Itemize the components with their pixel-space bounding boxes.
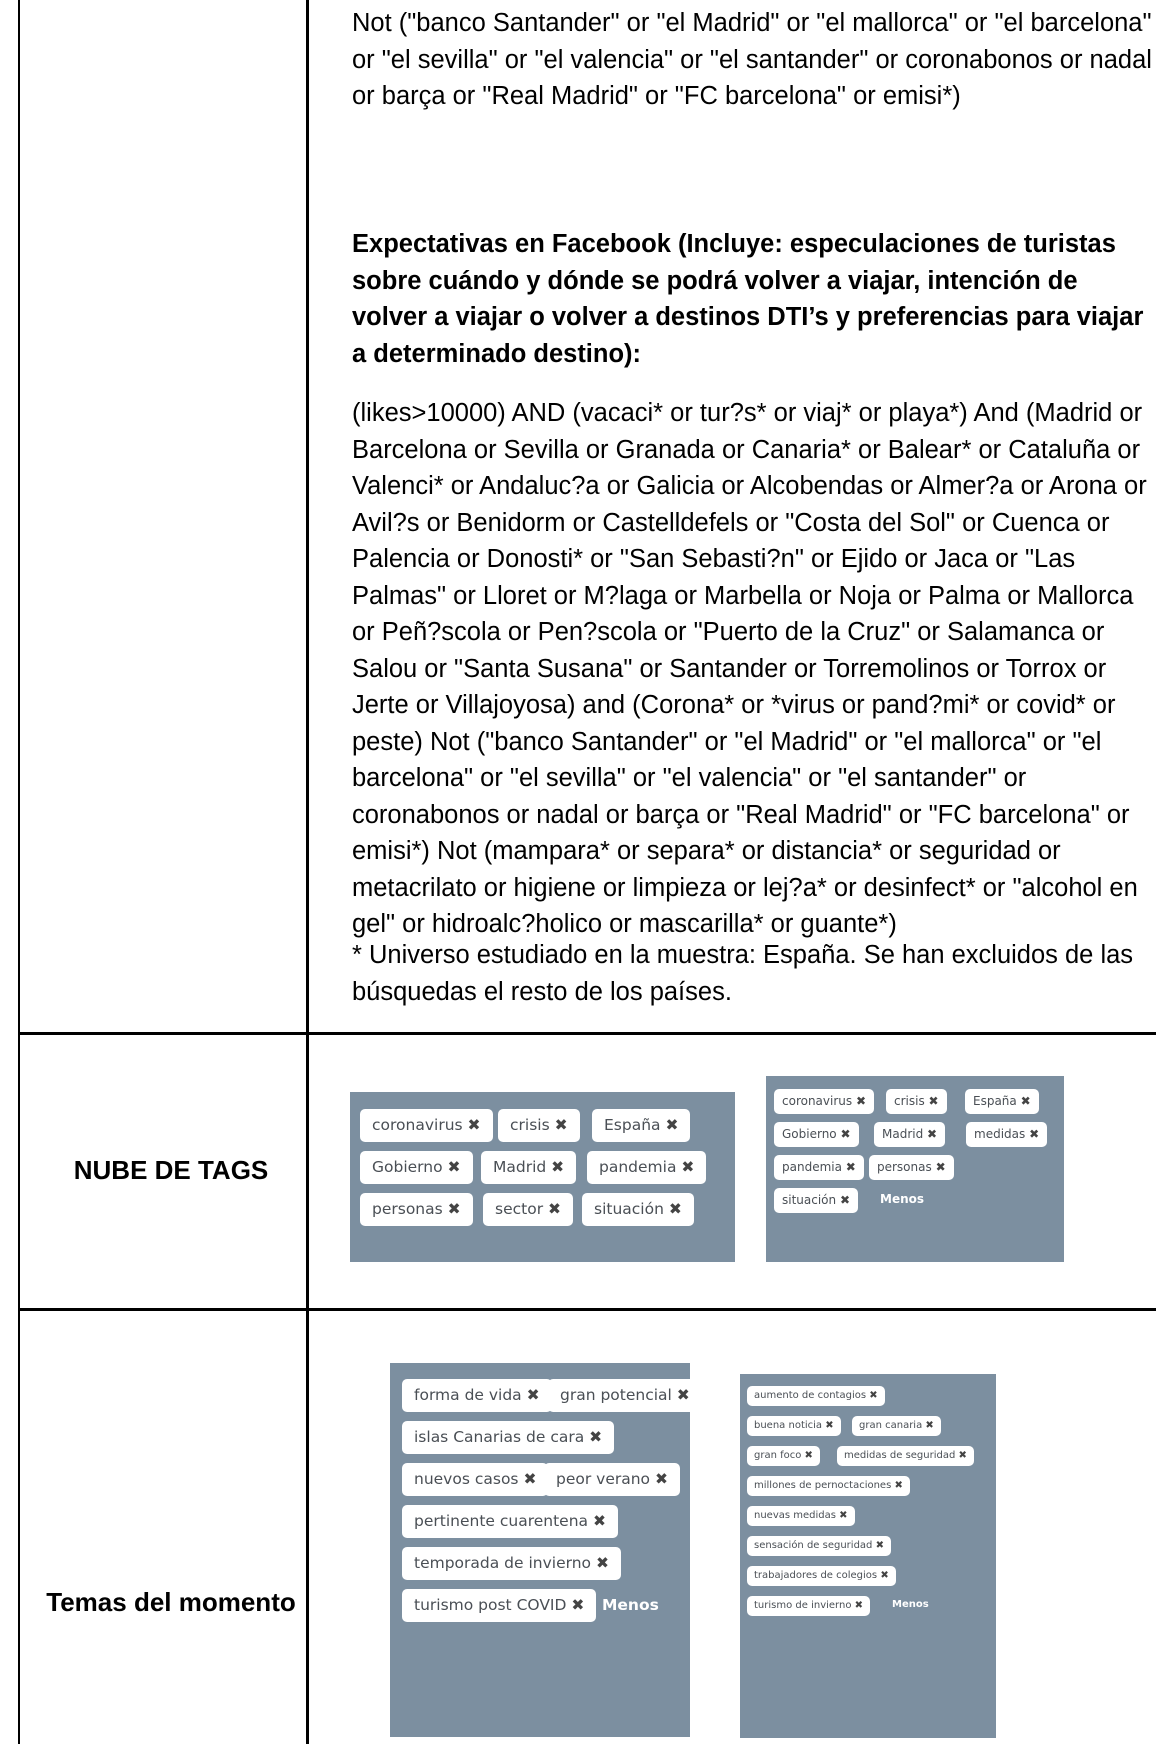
tag-chip[interactable]: Madrid ✖ — [874, 1122, 945, 1147]
tag-chip[interactable]: coronavirus ✖ — [774, 1089, 874, 1114]
close-icon[interactable]: ✖ — [839, 1193, 851, 1207]
tag-chip[interactable]: forma de vida ✖ — [402, 1379, 552, 1412]
tag-chip[interactable]: pertinente cuarentena ✖ — [402, 1505, 618, 1538]
close-icon[interactable]: ✖ — [467, 1116, 481, 1134]
close-icon[interactable]: ✖ — [676, 1386, 690, 1404]
menos-link[interactable]: Menos — [880, 1192, 925, 1206]
close-icon[interactable]: ✖ — [845, 1160, 856, 1174]
tag-chip[interactable]: situación ✖ — [582, 1193, 694, 1226]
tag-chip[interactable]: España ✖ — [965, 1089, 1039, 1114]
tag-chip[interactable]: trabajadores de colegios ✖ — [747, 1566, 896, 1586]
tag-chip[interactable]: gran potencial ✖ — [548, 1379, 702, 1412]
close-icon[interactable]: ✖ — [927, 1127, 938, 1141]
tag-chip[interactable]: Madrid ✖ — [481, 1151, 576, 1184]
tag-chip[interactable]: pandemia ✖ — [587, 1151, 706, 1184]
close-icon[interactable]: ✖ — [935, 1160, 946, 1174]
tag-chip[interactable]: gran canaria ✖ — [852, 1416, 941, 1436]
close-icon[interactable]: ✖ — [526, 1386, 540, 1404]
close-icon[interactable]: ✖ — [928, 1094, 939, 1108]
tag-chip[interactable]: Gobierno ✖ — [774, 1122, 859, 1147]
trending-topics-panel-1 — [390, 1363, 690, 1737]
close-icon[interactable]: ✖ — [592, 1512, 606, 1530]
table-column-divider — [306, 0, 309, 1744]
facebook-query: (likes>10000) AND (vacaci* or tur?s* or viaj* or playa*) And (Madrid or Barcelona or Sevilla or Granada or Canaria* or Balear* or Cataluña or Valenci* or Andaluc?a or Galicia or Alcobendas or Almer?a or Arona or Avil?s or Benidorm or Castelldefels or "Costa del Sol" or Cuenca or Palencia or Donosti* or "San Sebasti?n" or Ejido or Jaca or "Las Palmas" or Lloret or M?laga or Marbella or Noja or Palma or Mallorca or Peñ?scola or Pen?scola or "Puerto de la Cruz" or Salamanca or Salou or "Santa Susana" or Santander or Torremolinos or Torrox or Jerte or Villajoyosa) and (Corona* or *virus or pand?mi* or covid* or peste) Not ("banco Santander" or "el Madrid" or "el mallorca" or "el barcelona" or "el sevilla" or "el valencia" or "el santander" or coronabonos or nadal or barça or "Real Madrid" or "FC barcelona" or emisi*) Not (mampara* or separa* or distancia* or seguridad or metacrilato or higiene or limpieza or lej?a* or desinfect* or "alcohol en gel" or hidroalc?holico or mascarilla* or guante*) — [352, 399, 1147, 938]
close-icon[interactable]: ✖ — [681, 1158, 695, 1176]
close-icon[interactable]: ✖ — [840, 1127, 851, 1141]
close-icon[interactable]: ✖ — [447, 1158, 461, 1176]
tag-chip[interactable]: gran foco ✖ — [747, 1446, 820, 1466]
close-icon[interactable]: ✖ — [665, 1116, 679, 1134]
row-divider-1 — [18, 1032, 1156, 1035]
tag-chip[interactable]: Gobierno ✖ — [360, 1151, 473, 1184]
tag-chip[interactable]: millones de pernoctaciones ✖ — [747, 1476, 910, 1496]
close-icon[interactable]: ✖ — [654, 1470, 668, 1488]
row-label-temas: Temas del momento — [46, 1587, 296, 1617]
tag-cloud-panel-1 — [350, 1092, 735, 1262]
close-icon[interactable]: ✖ — [825, 1420, 834, 1431]
close-icon[interactable]: ✖ — [1029, 1127, 1040, 1141]
tag-chip[interactable]: coronavirus ✖ — [360, 1109, 493, 1142]
row-label-nube: NUBE DE TAGS — [73, 1155, 269, 1185]
tag-chip[interactable]: nuevas medidas ✖ — [747, 1506, 855, 1526]
tag-chip[interactable]: situación ✖ — [774, 1188, 858, 1213]
close-icon[interactable]: ✖ — [880, 1570, 889, 1581]
tag-chip[interactable]: personas ✖ — [869, 1155, 954, 1180]
tag-chip[interactable]: medidas ✖ — [966, 1122, 1047, 1147]
tag-chip[interactable]: crisis ✖ — [498, 1109, 580, 1142]
menos-link[interactable]: Menos — [892, 1599, 929, 1610]
close-icon[interactable]: ✖ — [925, 1420, 934, 1431]
row-divider-2 — [18, 1308, 1156, 1311]
universe-note: * Universo estudiado en la muestra: España. Se han excluidos de las búsquedas el resto de los países. — [352, 941, 1134, 1006]
tag-chip[interactable]: pandemia ✖ — [774, 1155, 864, 1180]
close-icon[interactable]: ✖ — [548, 1200, 562, 1218]
facebook-heading: Expectativas en Facebook (Incluye: especulaciones de turistas sobre cuándo y dónde se podrá volver a viajar, intención de volver a viajar o volver a destinos DTI’s y preferencias para viajar a determinado destino): — [352, 230, 1144, 368]
close-icon[interactable]: ✖ — [447, 1200, 461, 1218]
tag-chip[interactable]: medidas de seguridad ✖ — [837, 1446, 974, 1466]
tag-chip[interactable]: temporada de invierno ✖ — [402, 1547, 621, 1580]
close-icon[interactable]: ✖ — [854, 1600, 864, 1611]
menos-link[interactable]: Menos — [602, 1596, 659, 1614]
close-icon[interactable]: ✖ — [1020, 1094, 1031, 1108]
tag-chip[interactable]: peor verano ✖ — [544, 1463, 680, 1496]
tag-chip[interactable]: sensación de seguridad ✖ — [747, 1536, 891, 1556]
close-icon[interactable]: ✖ — [589, 1428, 603, 1446]
close-icon[interactable]: ✖ — [551, 1158, 565, 1176]
table-left-border — [18, 0, 20, 1744]
tag-chip[interactable]: España ✖ — [592, 1109, 690, 1142]
tag-chip[interactable]: personas ✖ — [360, 1193, 473, 1226]
close-icon[interactable]: ✖ — [554, 1116, 568, 1134]
close-icon[interactable]: ✖ — [668, 1200, 682, 1218]
tag-chip[interactable]: turismo post COVID ✖ — [402, 1589, 596, 1622]
tag-chip[interactable]: islas Canarias de cara ✖ — [402, 1421, 614, 1454]
trending-topics-panel-2 — [740, 1374, 996, 1738]
tag-chip[interactable]: sector ✖ — [483, 1193, 573, 1226]
tag-chip[interactable]: buena noticia ✖ — [747, 1416, 841, 1436]
close-icon[interactable]: ✖ — [875, 1540, 884, 1551]
query-text-top: Not ("banco Santander" or "el Madrid" or "el mallorca" or "el barcelona" or "el sevilla" or "el valencia" or "el santander" or coronabonos or nadal or barça or "Real Madrid" or "FC barcelona" or emisi*) — [352, 9, 1152, 110]
close-icon[interactable]: ✖ — [523, 1470, 537, 1488]
tag-chip[interactable]: nuevos casos ✖ — [402, 1463, 548, 1496]
close-icon[interactable]: ✖ — [839, 1510, 848, 1521]
close-icon[interactable]: ✖ — [595, 1554, 609, 1572]
close-icon[interactable]: ✖ — [958, 1450, 967, 1461]
close-icon[interactable]: ✖ — [869, 1390, 878, 1401]
tag-chip[interactable]: turismo de invierno ✖ — [747, 1596, 870, 1616]
close-icon[interactable]: ✖ — [804, 1450, 813, 1461]
close-icon[interactable]: ✖ — [894, 1480, 903, 1491]
tag-cloud-panel-2 — [766, 1076, 1064, 1262]
close-icon[interactable]: ✖ — [855, 1094, 867, 1108]
tag-chip[interactable]: aumento de contagios ✖ — [747, 1386, 885, 1406]
tag-chip[interactable]: crisis ✖ — [886, 1089, 947, 1114]
close-icon[interactable]: ✖ — [571, 1596, 585, 1614]
